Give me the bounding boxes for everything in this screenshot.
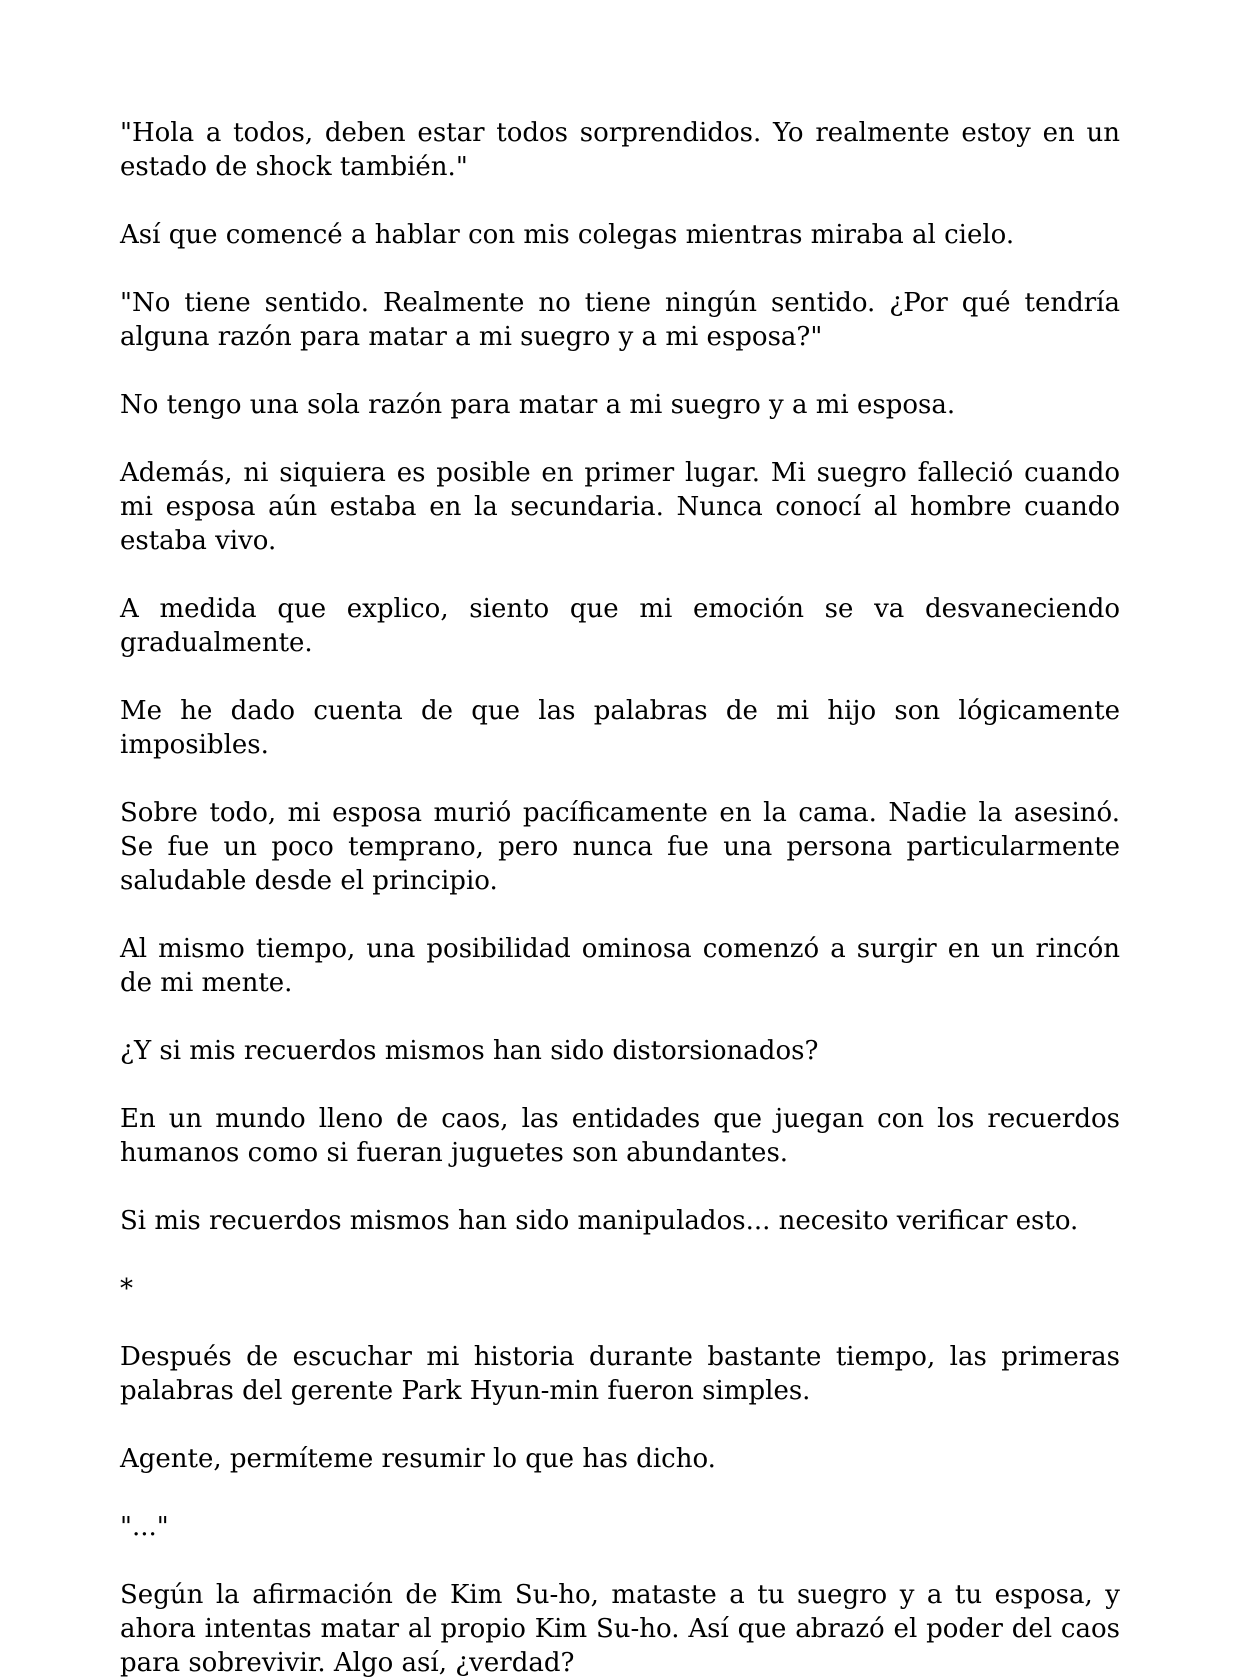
paragraph-3: "No tiene sentido. Realmente no tiene ningún sentido. ¿Por qué tendría alguna razón para matar a mi suegro y a mi esposa?" bbox=[120, 288, 1120, 352]
paragraph-13: Después de escuchar mi historia durante bastante tiempo, las primeras palabras del gerente Park Hyun-min fueron simples. bbox=[120, 1342, 1120, 1406]
paragraph-1: "Hola a todos, deben estar todos sorprendidos. Yo realmente estoy en un estado de shock también." bbox=[120, 118, 1120, 182]
paragraph-8: Sobre todo, mi esposa murió pacíficamente en la cama. Nadie la asesinó. Se fue un poco temprano, pero nunca fue una persona particularmente saludable desde el principio. bbox=[120, 798, 1120, 896]
paragraph-2: Así que comencé a hablar con mis colegas mientras miraba al cielo. bbox=[120, 220, 1015, 250]
document-body bbox=[120, 116, 1120, 1680]
paragraph-10: ¿Y si mis recuerdos mismos han sido distorsionados? bbox=[120, 1036, 819, 1066]
paragraph-15: "..." bbox=[120, 1512, 169, 1542]
paragraph-5: Además, ni siquiera es posible en primer lugar. Mi suegro falleció cuando mi esposa aún estaba en la secundaria. Nunca conocí al hombre cuando estaba vivo. bbox=[120, 458, 1120, 556]
paragraph-9: Al mismo tiempo, una posibilidad ominosa comenzó a surgir en un rincón de mi mente. bbox=[120, 934, 1120, 998]
paragraph-14: Agente, permíteme resumir lo que has dicho. bbox=[120, 1444, 716, 1474]
scene-break: * bbox=[120, 1274, 133, 1304]
paragraph-11: En un mundo lleno de caos, las entidades que juegan con los recuerdos humanos como si fueran juguetes son abundantes. bbox=[120, 1104, 1120, 1168]
paragraph-12: Si mis recuerdos mismos han sido manipulados... necesito verificar esto. bbox=[120, 1206, 1079, 1236]
paragraph-6: A medida que explico, siento que mi emoción se va desvaneciendo gradualmente. bbox=[120, 594, 1120, 658]
paragraph-7: Me he dado cuenta de que las palabras de mi hijo son lógicamente imposibles. bbox=[120, 696, 1120, 760]
paragraph-16: Según la afirmación de Kim Su-ho, mataste a tu suegro y a tu esposa, y ahora intentas matar al propio Kim Su-ho. Así que abrazó el poder del caos para sobrevivir. Algo así, ¿verdad? bbox=[120, 1580, 1120, 1678]
paragraph-4: No tengo una sola razón para matar a mi suegro y a mi esposa. bbox=[120, 390, 956, 420]
